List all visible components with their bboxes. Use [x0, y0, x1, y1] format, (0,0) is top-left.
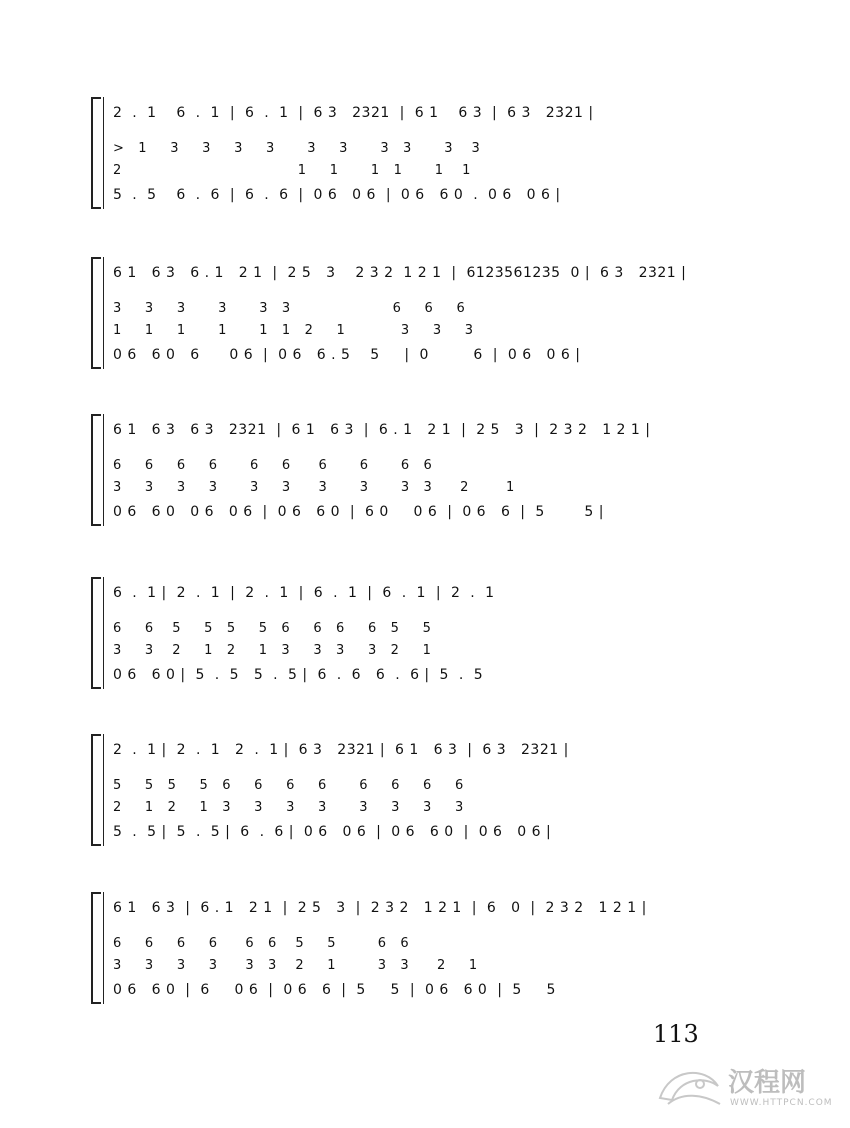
- score-system-6: [95, 900, 730, 996]
- system-bracket-line: [103, 97, 104, 209]
- bass-line: 0 6 6 0 0 6 0 6 | 0 6 6 0 | 6 0 0 6 | 0 6 6 | 5 5 |: [113, 504, 604, 520]
- watermark-logo-icon: [650, 1058, 728, 1116]
- melody-line: 2 . 1 | 2 . 1 2 . 1 | 6 3 2321 | 6 1 6 3 | 6 3 2321 |: [113, 742, 569, 758]
- harmony-middle-line: 3 3 2 1 2 1 3 3 3 3 2 1: [113, 643, 432, 658]
- harmony-middle-line: 3 3 3 3 3 3 2 1 3 3 2 1: [113, 958, 478, 973]
- melody-line: 6 . 1 | 2 . 1 | 2 . 1 | 6 . 1 | 6 . 1 | 2 . 1: [113, 585, 495, 601]
- harmony-upper-line: 5 5 5 5 6 6 6 6 6 6 6 6: [113, 778, 464, 793]
- system-bracket-line: [103, 892, 104, 1004]
- bass-line: 0 6 6 0 | 5 . 5 5 . 5 | 6 . 6 6 . 6 | 5 . 5: [113, 667, 484, 683]
- melody-line: 6 1 6 3 6 3 2321 | 6 1 6 3 | 6 . 1 2 1 | 2 5 3 | 2 3 2 1 2 1 |: [113, 422, 651, 438]
- system-bracket-line: [103, 577, 104, 689]
- watermark: [650, 1058, 840, 1118]
- melody-line: 6 1 6 3 6 . 1 2 1 | 2 5 3 2 3 2 1 2 1 | 6123561235 0 | 6 3 2321 |: [113, 265, 687, 281]
- melody-line: 6 1 6 3 | 6 . 1 2 1 | 2 5 3 | 2 3 2 1 2 1 | 6 0 | 2 3 2 1 2 1 |: [113, 900, 647, 916]
- harmony-middle-line: 1 1 1 1 1 1 2 1 3 3 3: [113, 323, 474, 338]
- system-bracket-line: [103, 734, 104, 846]
- harmony-upper-line: 3 3 3 3 3 3 6 6 6: [113, 301, 466, 316]
- system-brace: [91, 257, 101, 369]
- system-brace: [91, 577, 101, 689]
- system-brace: [91, 97, 101, 209]
- harmony-middle-line: 3 3 3 3 3 3 3 3 3 3 2 1: [113, 480, 515, 495]
- system-bracket-line: [103, 257, 104, 369]
- watermark-text: 汉程网: [728, 1068, 807, 1098]
- system-brace: [91, 892, 101, 1004]
- harmony-middle-line: 2 1 2 1 3 3 3 3 3 3 3 3: [113, 800, 464, 815]
- harmony-middle-line: 2 1 1 1 1 1 1: [113, 163, 471, 178]
- harmony-upper-line: 6 6 6 6 6 6 5 5 6 6: [113, 936, 410, 951]
- page-number: 113: [653, 1020, 699, 1048]
- score-system-3: [95, 422, 730, 518]
- watermark-url: WWW.HTTPCN.COM: [730, 1098, 833, 1108]
- system-bracket-line: [103, 414, 104, 526]
- system-brace: [91, 734, 101, 846]
- harmony-upper-line: 6 6 6 6 6 6 6 6 6 6: [113, 458, 433, 473]
- score-system-1: [95, 105, 730, 201]
- score-system-2: [95, 265, 730, 361]
- system-brace: [91, 414, 101, 526]
- harmony-upper-line: > 1 3 3 3 3 3 3 3 3 3 3: [113, 141, 481, 156]
- score-system-4: [95, 585, 730, 681]
- harmony-upper-line: 6 6 5 5 5 5 6 6 6 6 5 5: [113, 621, 432, 636]
- bass-line: 5 . 5 6 . 6 | 6 . 6 | 0 6 0 6 | 0 6 6 0 . 0 6 0 6 |: [113, 187, 561, 203]
- melody-line: 2 . 1 6 . 1 | 6 . 1 | 6 3 2321 | 6 1 6 3 | 6 3 2321 |: [113, 105, 594, 121]
- bass-line: 5 . 5 | 5 . 5 | 6 . 6 | 0 6 0 6 | 0 6 6 0 | 0 6 0 6 |: [113, 824, 552, 840]
- score-system-5: [95, 742, 730, 838]
- bass-line: 0 6 6 0 6 0 6 | 0 6 6 . 5 5 | 0 6 | 0 6 0 6 |: [113, 347, 581, 363]
- bass-line: 0 6 6 0 | 6 0 6 | 0 6 6 | 5 5 | 0 6 6 0 | 5 5: [113, 982, 556, 998]
